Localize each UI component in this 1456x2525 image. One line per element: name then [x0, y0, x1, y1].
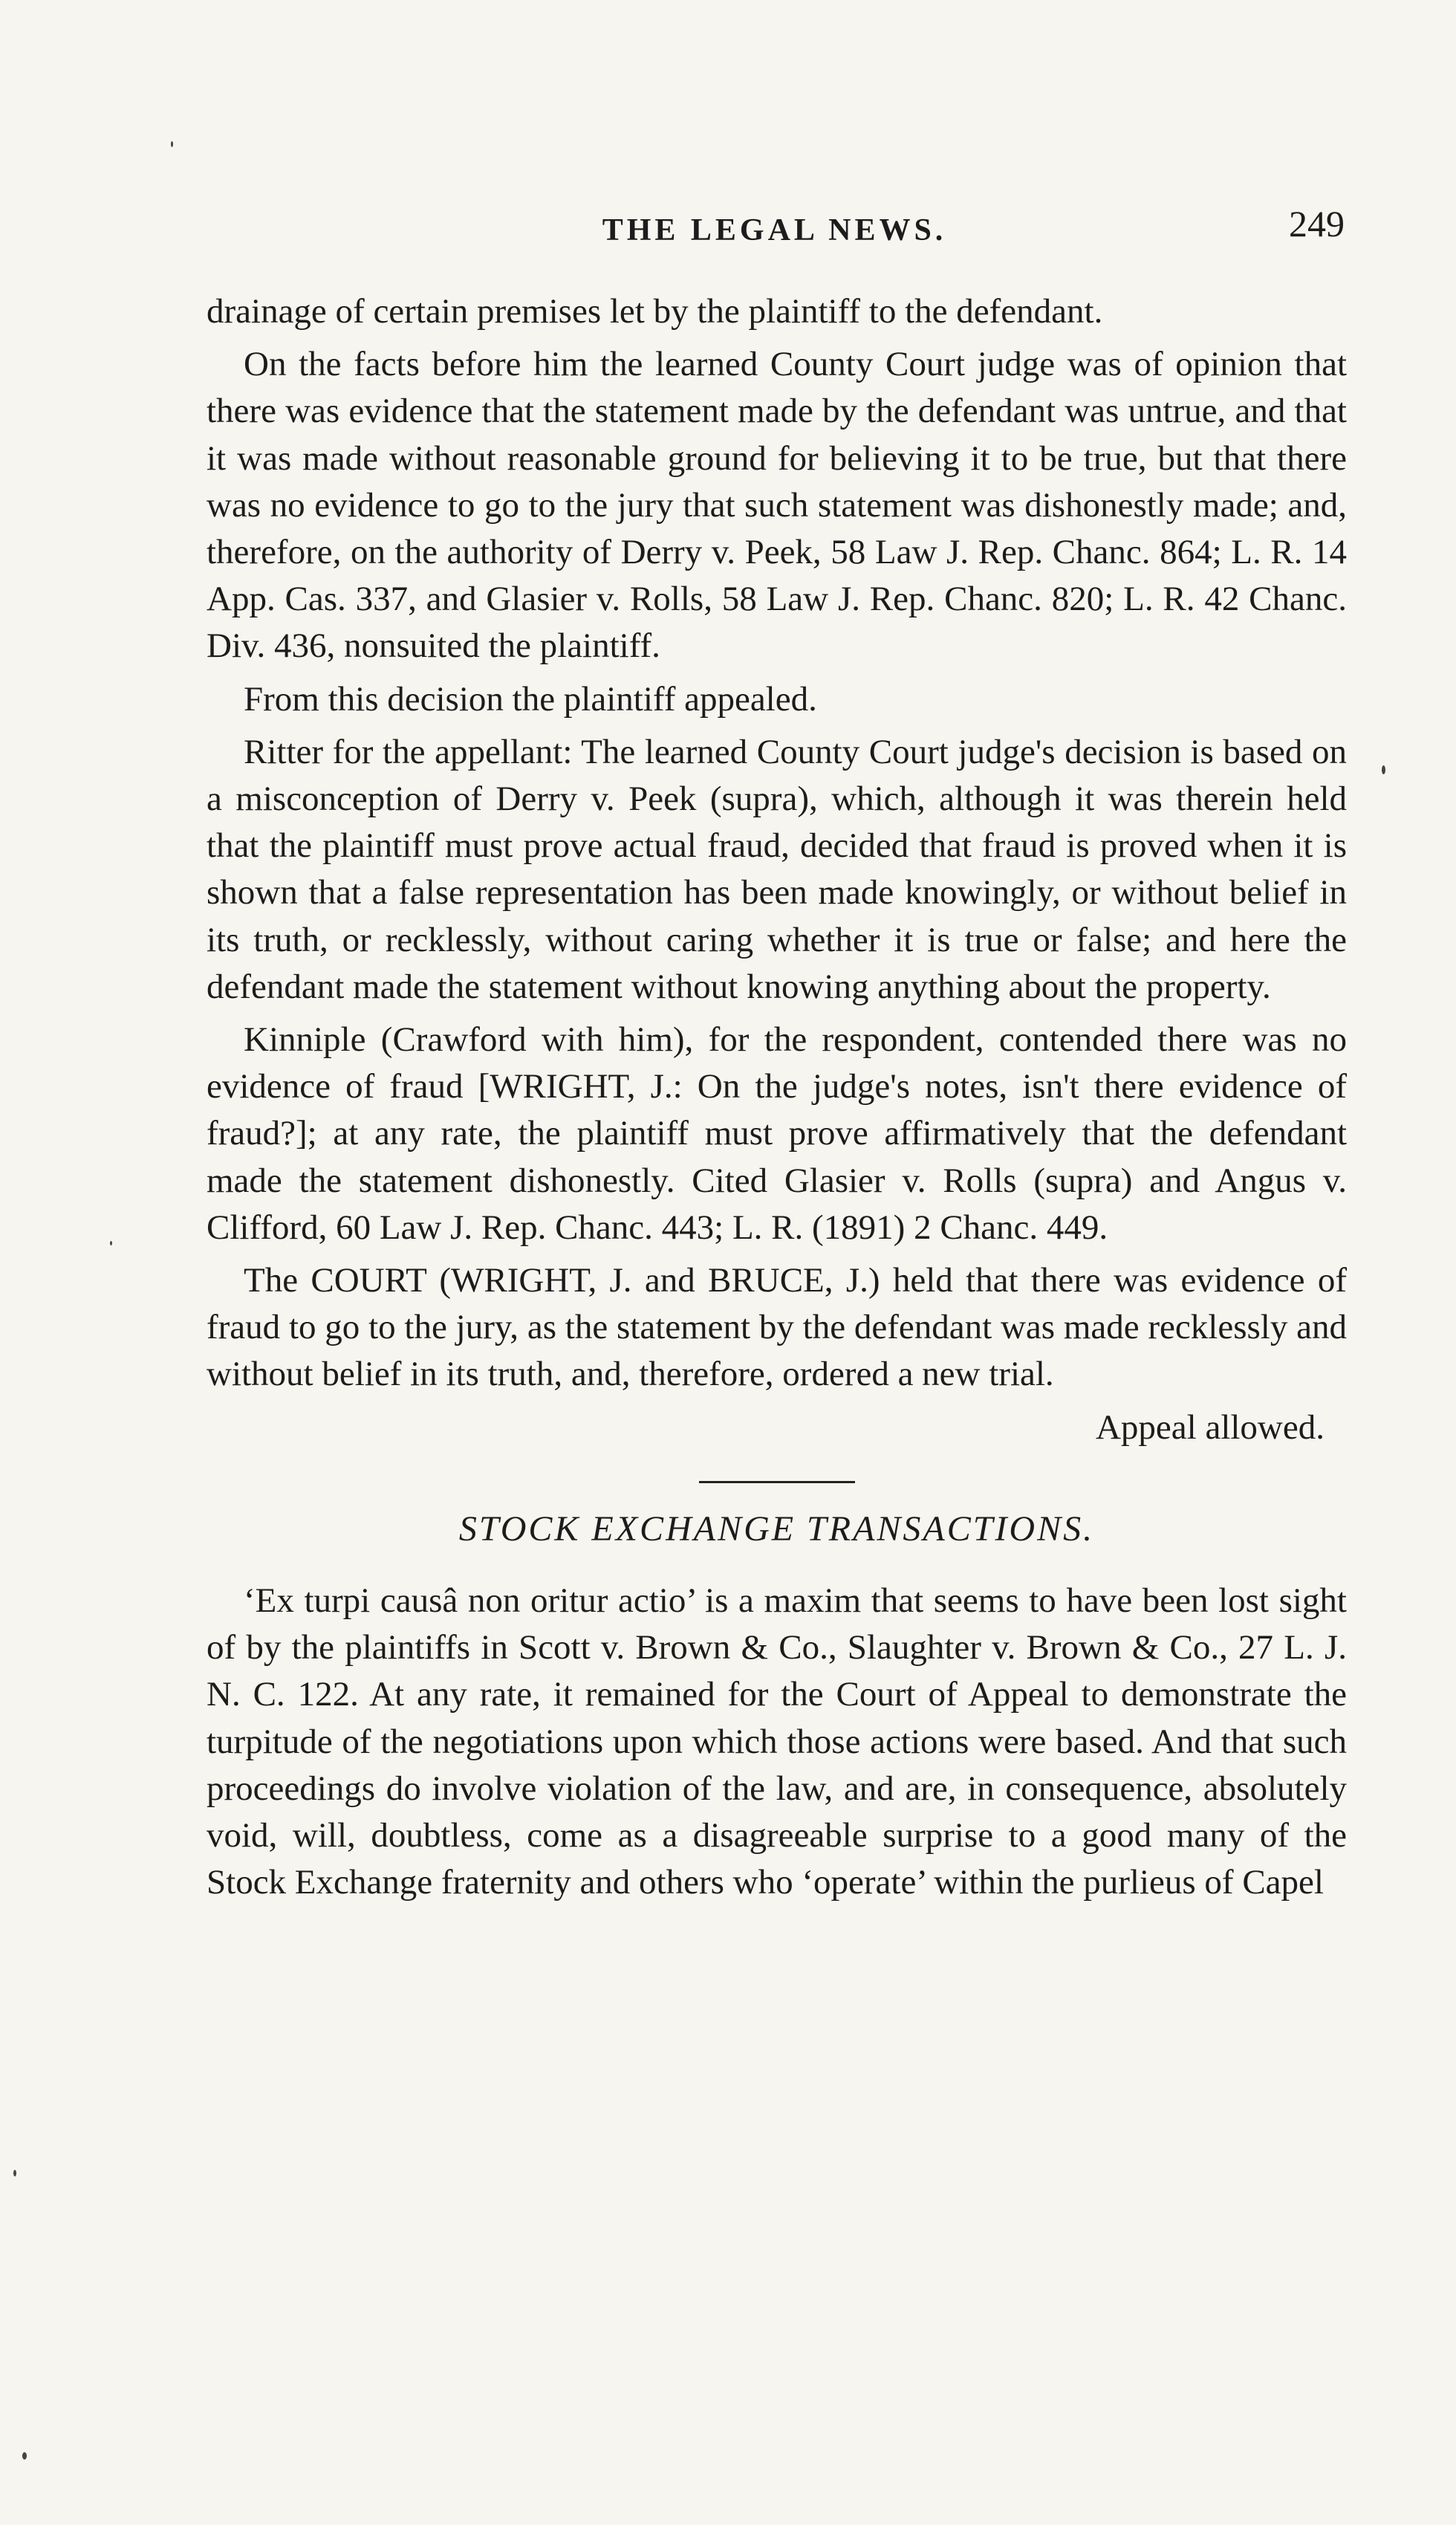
- scan-speck: [110, 1241, 112, 1245]
- closing-note: Appeal allowed.: [1095, 1407, 1325, 1447]
- running-title: THE LEGAL NEWS.: [602, 213, 947, 247]
- scan-speck: [171, 141, 173, 147]
- paragraph-2: On the facts before him the learned County Court judge was of opinion that there was evidence that the statement made by the defendant was untrue, and that it was made without reasonable ground for believing it to be true, but that there was no evidence to go to the jury that such statement was dishonestly made; and, therefore, on the authority of Derry v. Peek, 58 Law J. Rep. Chanc. 864; L. R. 14 App. Cas. 337, and Glasier v. Rolls, 58 Law J. Rep. Chanc. 820; L. R. 42 Chanc. Div. 436, nonsuited the plaintiff.: [207, 345, 1347, 666]
- page-number: 249: [1289, 203, 1345, 244]
- paragraph-1: drainage of certain premises let by the plaintiff to the defendant.: [207, 292, 1103, 331]
- scan-speck: [1382, 765, 1385, 774]
- scan-speck: [22, 2452, 27, 2460]
- body-text: [207, 288, 1347, 1913]
- paragraph-6: The COURT (WRIGHT, J. and BRUCE, J.) held that there was evidence of fraud to go to the jury, as the statement by the defendant was made recklessly and without belief in its truth, and, therefore, ordered a new trial.: [207, 1261, 1347, 1394]
- paragraph-3: From this decision the plaintiff appealed.: [244, 679, 817, 719]
- section-divider: [699, 1481, 855, 1483]
- page-header: [204, 202, 1345, 262]
- section-paragraph: ‘Ex turpi causâ non oritur actio’ is a maxim that seems to have been lost sight of by the plaintiffs in Scott v. Brown & Co., Slaughter v. Brown & Co., 27 L. J. N. C. 122. At any rate, it remained for the Court of Appeal to demonstrate the turpitude of the negotiations upon which those actions were based. And that such proceedings do involve violation of the law, and are, in consequence, absolutely void, will, doubtless, come as a disagreeable surprise to a good many of the Stock Exchange fraternity and others who ‘operate’ within the purlieus of Capel: [207, 1581, 1347, 1902]
- paragraph-5: Kinniple (Crawford with him), for the respondent, contended there was no evidence of fraud [WRIGHT, J.: On the judge's notes, isn't there evidence of fraud?]; at any rate, the plaintiff must prove affirmatively that the defendant made the statement dishonestly. Cited Glasier v. Rolls (supra) and Angus v. Clifford, 60 Law J. Rep. Chanc. 443; L. R. (1891) 2 Chanc. 449.: [207, 1020, 1347, 1247]
- section-title: STOCK EXCHANGE TRANSACTIONS.: [458, 1508, 1095, 1549]
- scan-speck: [13, 2170, 16, 2176]
- paragraph-4: Ritter for the appellant: The learned County Court judge's decision is based on a misconception of Derry v. Peek (supra), which, although it was therein held that the plaintiff must prove actual fraud, decided that fraud is proved when it is shown that a false representation has been made knowingly, or without belief in its truth, or recklessly, without caring whether it is true or false; and here the defendant made the statement without knowing anything about the property.: [207, 732, 1347, 1006]
